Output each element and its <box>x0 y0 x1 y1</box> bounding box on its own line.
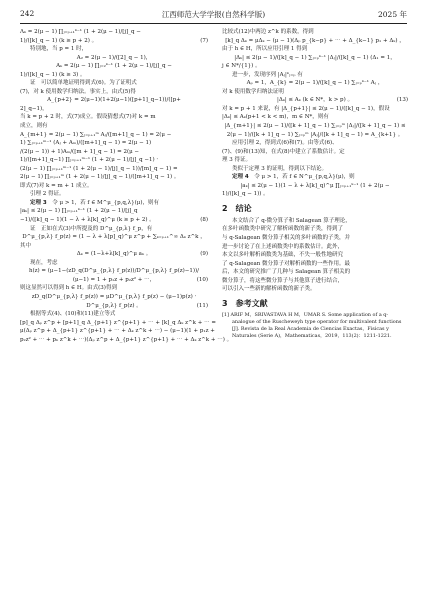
conclusion-line: 后，本文的研究推广了几种与 Salagean 算子相关的 <box>222 269 351 276</box>
left-text-line: (7)，对 k 使用数学归纳法。事实上，由式(5)得 <box>20 88 136 95</box>
conclusion-line: 进一步讨论了在上述函数类中的系数估计。此外， <box>222 243 344 250</box>
right-text-line: |Δₖ| ≤ Aₖ (k ∈ N*，k > p) 。 (13) <box>277 97 408 104</box>
references-heading: 3 参考文献 <box>222 298 268 308</box>
right-text-line: [k]_q Δₖ = μΔₖ − (μ − 1)(Δₚ p_{k−p} + ⋯ + Δ_{k−1} p₁ + Δₖ) ， <box>225 37 405 44</box>
equation-number: (11) <box>196 302 208 309</box>
left-text-line: 1)/([k]_q − 1) (k ≥ p + 2) 。 (7) <box>20 37 208 44</box>
right-text-line: 1)/([k]_q − 1)) 。 <box>222 191 269 198</box>
left-text-line: A₂ = 2(μ − 1)/([2]_q − 1)， <box>76 54 152 61</box>
left-text-line: 即式(7)对 k = m + 1 成立。 <box>20 182 93 189</box>
equation-number: (10) <box>196 276 208 283</box>
left-text-line: A_{p+2} = 2(μ−1)(1+2(μ−1)([p+1]_q−1))/([p+ <box>47 97 181 104</box>
left-text-line: 证 可以简单地证明得到式(6)。为了证明式 <box>30 80 137 87</box>
left-text-line: 证 正如在式(3)中所提及的 D^μ_{p,λ} f_p，有 <box>30 225 153 232</box>
left-text-line: Δₖ = (1−λ+λ[k]_q)^μ aₖ 。 (9) <box>76 251 208 258</box>
left-text-line: 特别地，当 p = 1 时， <box>30 46 88 53</box>
conclusion-line: 在多叶函数类中研究了解析函数的新子类，得到了 <box>222 226 344 233</box>
right-text-line: 由于 h ∈ H，所以应用引理 1 得到 <box>222 46 308 53</box>
left-text-line: A_{m+1} = 2(μ − 1) ∑ⱼ₌ₚ₊₁ᵐ Aⱼ/([m+1]_q − 1) = 2(μ − <box>20 131 172 138</box>
left-text-line: h(z) = (μ−1−(zD_q(D^μ_{p,λ} f_p(z))/D^μ_{p,λ} f_p(z)−1))/ <box>28 268 200 275</box>
left-text-line: 1) ∑ⱼ₌ₚ₊₁ᵐ⁻¹ (Aⱼ + Aₘ)/([m+1]_q − 1) = 2(μ − 1) <box>20 140 152 147</box>
left-text-line: 2]_q−1)， <box>20 105 48 112</box>
left-text-line: (μ−1) = 1 + p₁z + p₂z² + ⋯， (10) <box>72 276 208 283</box>
left-text-line: Aₖ = 2(μ − 1) ∏ⱼ₌₂ᵏ⁻¹ (1 + 2(μ − 1)/[j]_q − <box>56 63 172 70</box>
header-rule <box>20 23 407 24</box>
left-text-line: 引理 2 得证。 <box>30 191 65 198</box>
conclusion-heading: 2 结论 <box>222 203 252 213</box>
page-number: 242 <box>20 9 35 18</box>
right-text-line: 对 k = p + 1 来说，有 |Δ_{p+1}| ≤ 2(μ − 1)/([k]_q − 1)，假设 <box>222 105 390 112</box>
right-text-line: 理 3 得证。 <box>222 157 251 164</box>
left-text-line: (2(μ − 1) ∏ⱼ₌ₚ₊₁ᵐ⁻¹ (1 + 2(μ − 1)/[j]_q − 1))/[m]_q − 1) = <box>20 165 178 172</box>
conclusion-line: 本文结合了 q-微分算子和 Salagean 算子理论， <box>232 217 351 224</box>
right-text-line: |Δₖ| ≤ Aₖ(p+1 < k < m)，m ∈ N*，则有 <box>222 114 329 121</box>
journal-year: 2025 年 <box>378 10 407 19</box>
right-column <box>222 28 408 341</box>
conclusion-line: 可以引入一些新的解析函数的新子类。 <box>222 286 316 293</box>
reference-item: [1] ARIF M，SRIVASTAVA H M，UMAR S. Some application of a q-analogue of the Ruscheweyh type operator for multivalent functions [J]. Revista de la Real Academia de Ciencias Exactas，Fisicas y Naturales (Serie A)，Mathematicas，2019，113(2)：1211-1221. <box>222 311 402 340</box>
left-text-line: μ(Δₚ z^p + Δ_{p+1} z^{p+1} + ⋯ + Δₖ z^k + ⋯) − (μ−1)(1 + p₁z + <box>20 328 215 335</box>
right-text-line: 应用引理 2，得到式(6)和(7)。由等式(6)、 <box>232 140 338 147</box>
conclusion-line: 了 q-Salagean 微分算子对解析函数的一些作用。最 <box>222 260 351 267</box>
left-text-line: 2(μ − 1) ∏ⱼ₌ₚ₊₁ᵐ (1 + 2(μ − 1)/[j]_q − 1)/([m+1]_q − 1) 。 <box>20 174 180 181</box>
right-text-line: 2(μ − 1)/([k + 1]_q − 1) ∑ⱼ₌ₚᵐ |Aⱼ|/([k + 1]_q − 1) = A_{k+1} 。 <box>226 131 404 138</box>
equation-number: (13) <box>396 97 408 104</box>
left-text-line: D^μ_{p,λ} f_p(z) = (1 − λ + λ[p]_q)^μ z^p + ∑ₖ₌ₚ₊₁^∞ Δₖ z^k ， <box>22 234 206 241</box>
left-text-line: 定理 3 令 μ > 1，若 f ∈ M^μ_{p,q,λ}(μ)，则有 <box>30 199 159 206</box>
left-text-line: 则这显然可以得到 h ∈ H。由式(3)得到 <box>20 285 117 292</box>
left-text-line: 当 k = p + 2 时，式(7)成立。假设猜想式(7)对 k = m <box>20 114 156 121</box>
left-text-line: 现在，考虑 <box>30 259 58 266</box>
left-text-line: 1)/([k]_q − 1) (k ≥ 3) 。 <box>20 71 86 78</box>
left-text-line: Λₖ = 2(μ − 1) ∏ⱼ₌ₚ₊₁ᵏ⁻¹ (1 + 2(μ − 1)/[j]_q − <box>20 29 141 35</box>
right-text-line: |aₖ| ≤ 2(μ − 1)(1 − λ + λ[k]_q)^μ ∏ⱼ₌ₚ₊₁ᵏ⁻¹ (1 + 2(μ − <box>240 182 390 189</box>
conclusion-line: 微分算子，将这些微分算子与其他算子进行结合， <box>222 277 344 284</box>
right-text-line: 定理 4 令 μ > 1，若 f ∈ N^μ_{p,q,λ}(μ)，则 <box>232 174 355 181</box>
conclusion-body <box>222 217 408 294</box>
left-text-line: 1)/([m+1]_q−1) ∏ⱼ₌ₚ₊₁ᵐ⁻¹ (1 + 2(μ − 1)/[j]_q −1) · <box>20 157 159 164</box>
right-text-line: Aₚ = 1，A_{k} = 2(μ − 1)/([k]_q − 1) ∑ⱼ₌ₚᵏ⁻¹ Aⱼ ， <box>246 80 384 87</box>
right-text-line: j ∈ N*/{1}) 。 <box>222 63 261 70</box>
conclusion-line: 本文以多叶解析函数类为基础，不失一般性地研究 <box>222 252 344 259</box>
equation-number: (9) <box>200 251 208 258</box>
left-text-line: |aₖ| ≤ 2(μ − 1) ∏ⱼ₌ₚ₊₁ᵏ⁻¹ (1 + 2(μ − 1)/[j]_q <box>20 208 138 215</box>
right-text-line: 对 k 使用数学归纳法证明 <box>222 88 284 95</box>
running-header <box>20 9 407 21</box>
left-text-line: D^μ_{p,λ} f_p(z) 。 (11) <box>86 302 208 309</box>
equation-number: (8) <box>200 217 208 224</box>
right-column-body <box>222 28 408 199</box>
left-text-line: zD_q(D^μ_{p,λ} f_p(z)) = μD^μ_{p,λ} f_p(z) − (μ−1)p(z) · <box>31 293 197 300</box>
left-text-line: 根据等式(4)、(10)和(11)建立等式 <box>30 311 116 318</box>
left-text-line: /(2(μ − 1)) + 1)Aₘ/([m + 1]_q − 1) = 2(μ − <box>20 148 140 155</box>
left-text-line: 其中 <box>20 242 32 249</box>
left-text-line: [p]_q Δₚ z^p + [p+1]_q Δ_{p+1} z^{p+1} + ⋯ + [k]_q Δₖ z^k + ⋯ = <box>20 319 216 326</box>
journal-title: 江西师范大学学报(自然科学版) <box>161 10 266 19</box>
reference-list <box>222 312 408 341</box>
right-text-line: 进一步，发现序列 |Aⱼ|ᵏⱼ₌ₚ 有 <box>232 71 303 78</box>
right-text-line: |Δ_{m+1}| ≤ 2(μ − 1)/([k + 1]_q − 1) ∑ⱼ₌ₚᵐ |Δⱼ|/([k + 1]_q − 1) ≤ <box>224 123 406 130</box>
right-text-line: 类似于定理 3 的证明，得到以下结论。 <box>232 165 327 172</box>
equation-number: (7) <box>200 37 208 44</box>
left-column <box>20 28 233 344</box>
right-text-line: |Δₖ| ≤ 2(μ − 1)/([k]_q − 1) ∑ⱼ₌ₚᵏ⁻¹ |Δⱼ|/([k]_q − 1) (Δ₁ = 1， <box>234 54 396 61</box>
right-text-line: (7)、(9)和(13)知，在式(8)中建立了系数估计。定 <box>222 148 345 155</box>
left-text-line: 成立，则有 <box>20 123 48 130</box>
left-text-line: −1)/([k]_q − 1)(1 − λ + λ[k]_q)^μ (k ≥ p + 2) 。 (8) <box>20 217 208 224</box>
conclusion-line: 与 q-Salagean 微分算子相关的多叶函数的子类，并 <box>222 235 351 242</box>
left-text-line: p₂z² + ⋯ + pₖ z^k + ⋯)(Δₚ z^p + Δ_{p+1} z^{p+1} + ⋯ + Δₖ z^k + ⋯) 。 <box>20 336 233 343</box>
right-text-line: 比较式(12)中两边 z^k 的系数，得到 <box>222 29 314 35</box>
